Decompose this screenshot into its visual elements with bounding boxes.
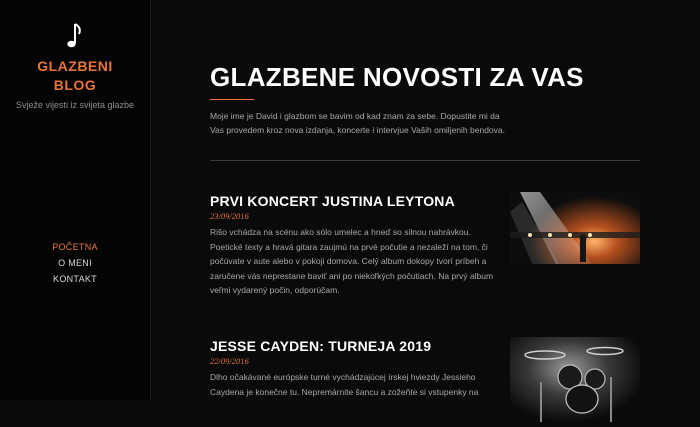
intro-text: Moje ime je David i glazbom se bavim od kad znam za sebe. Dopustite mi da Vas provedem kroz nova izdanja, koncerte i intervjue Vaših omiljenih bendova.: [210, 111, 505, 135]
concert-stage-image: [510, 192, 640, 282]
nav-item-o-meni[interactable]: O MENI: [58, 258, 92, 268]
page-title: GLAZBENE NOVOSTI ZA VAS: [210, 62, 584, 92]
main-content: [150, 0, 700, 400]
music-note-icon: [62, 22, 86, 52]
post-excerpt: Rišo vchádza na scénu ako sólo umelec a hneď so silnou nahrávkou. Poetické texty a hravá gitara zaujmú na prvé počutie a nezaleží na tom, či počúvate v aute alebo v pokoji domova. Celý album dokopy tvorí príbeh a zaručene vás neprestane baviť ani po niekoľkých počutiach. Na prvý album veľmi vydarený počin, odporúčam.: [210, 227, 494, 295]
drum-kit-photo[interactable]: [510, 337, 640, 427]
post-card: [210, 337, 640, 399]
post-title[interactable]: PRVI KONCERT JUSTINA LEYTONA: [210, 193, 455, 209]
post-excerpt: Dlho očakávané európske turné vychádzajúcej írskej hviezdy Jessieho Caydena je konečne tu. Nepremárnite šancu a zožeňte si vstupenky na: [210, 372, 479, 397]
post-title[interactable]: JESSE CAYDEN: TURNEJA 2019: [210, 338, 432, 354]
post-date: 22/09/2016: [210, 356, 249, 366]
sidebar: [0, 0, 151, 400]
blog-title-line2: BLOG: [53, 77, 97, 93]
nav-item-pocetna[interactable]: POČETNA: [52, 242, 98, 252]
drum-kit-image: [510, 337, 640, 427]
post-card: [210, 192, 640, 298]
section-divider: [210, 160, 640, 161]
blog-subtitle: Svježe vijesti iz svijeta glazbe: [15, 100, 135, 110]
blog-title-line1: GLAZBENI: [37, 58, 113, 74]
nav-item-kontakt[interactable]: KONTAKT: [53, 274, 97, 284]
post-date: 23/09/2016: [210, 211, 249, 221]
title-underline: [210, 99, 254, 100]
blog-title[interactable]: [0, 57, 150, 95]
main-nav: [0, 239, 150, 287]
concert-stage-photo[interactable]: [510, 192, 640, 282]
